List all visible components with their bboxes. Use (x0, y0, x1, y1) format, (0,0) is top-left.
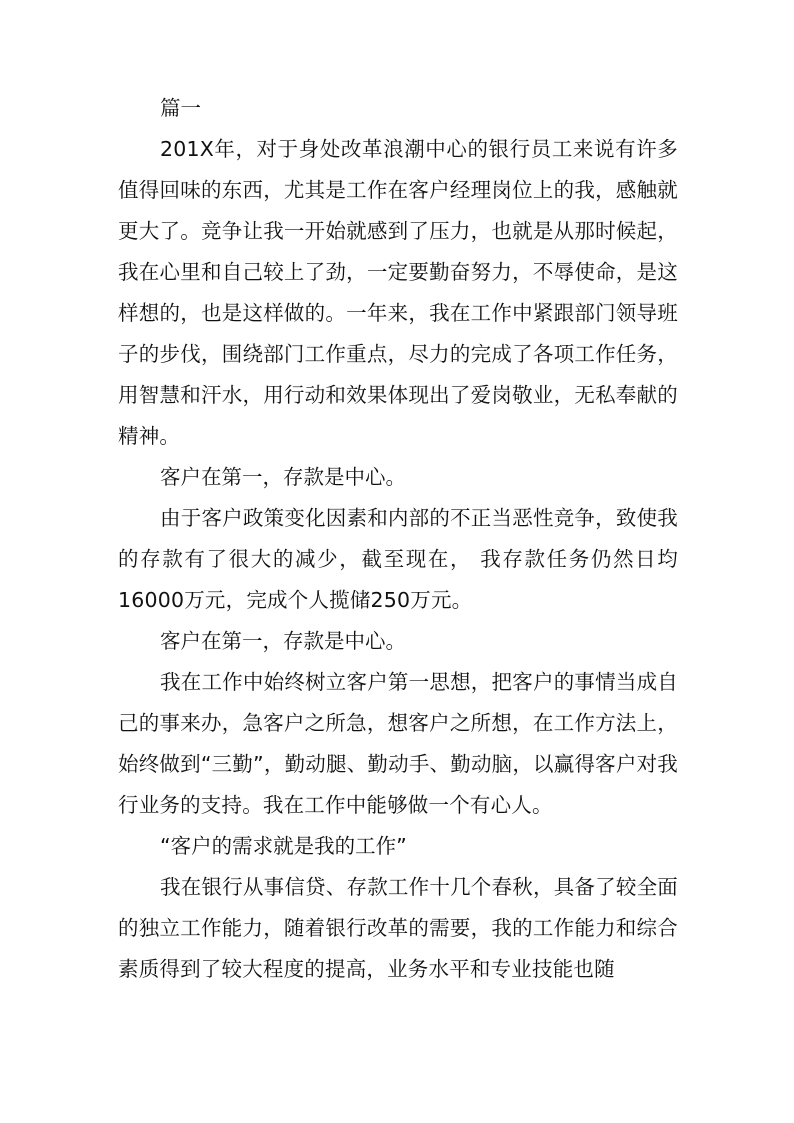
section-heading-deposit-repeat: 客户在第一，存款是中心。 (160, 629, 406, 653)
paragraph-experience: 我在银行从事信贷、存款工作十几个春秋，具备了较全面的独立工作能力，随着银行改革的需要，我的工作能力和综合素质得到了较大程度的提高，业务水平和专业技能也随 (118, 875, 678, 981)
paragraph-customer-first: 我在工作中始终树立客户第一思想，把客户的事情当成自己的事来办，急客户之所急，想客户之所想，在工作方法上，始终做到“三勤”，勤动腿、勤动手、勤动脑，以赢得客户对我行业务的支持。我在工作中能够做一个有心人。 (118, 670, 678, 817)
section-heading-deposit: 客户在第一，存款是中心。 (160, 465, 406, 489)
paragraph-intro: 201X年，对于身处改革浪潮中心的银行员工来说有许多值得回味的东西，尤其是工作在客户经理岗位上的我，感触就更大了。竞争让我一开始就感到了压力，也就是从那时候起，我在心里和自己较上了劲，一定要勤奋努力，不辱使命，是这样想的，也是这样做的。一年来，我在工作中紧跟部门领导班子的步伐，围绕部门工作重点，尽力的完成了各项工作任务，用智慧和汗水，用行动和效果体现出了爱岗敬业，无私奉献的精神。 (118, 137, 678, 448)
section-heading-customer-needs: “客户的需求就是我的工作” (160, 834, 407, 858)
document-body (118, 88, 678, 990)
document-title: 篇一 (160, 96, 201, 120)
paragraph-deposit: 由于客户政策变化因素和内部的不正当恶性竞争，致使我的存款有了很大的减少，截至现在， 我存款任务仍然日均16000万元，完成个人揽储250万元。 (118, 506, 678, 612)
